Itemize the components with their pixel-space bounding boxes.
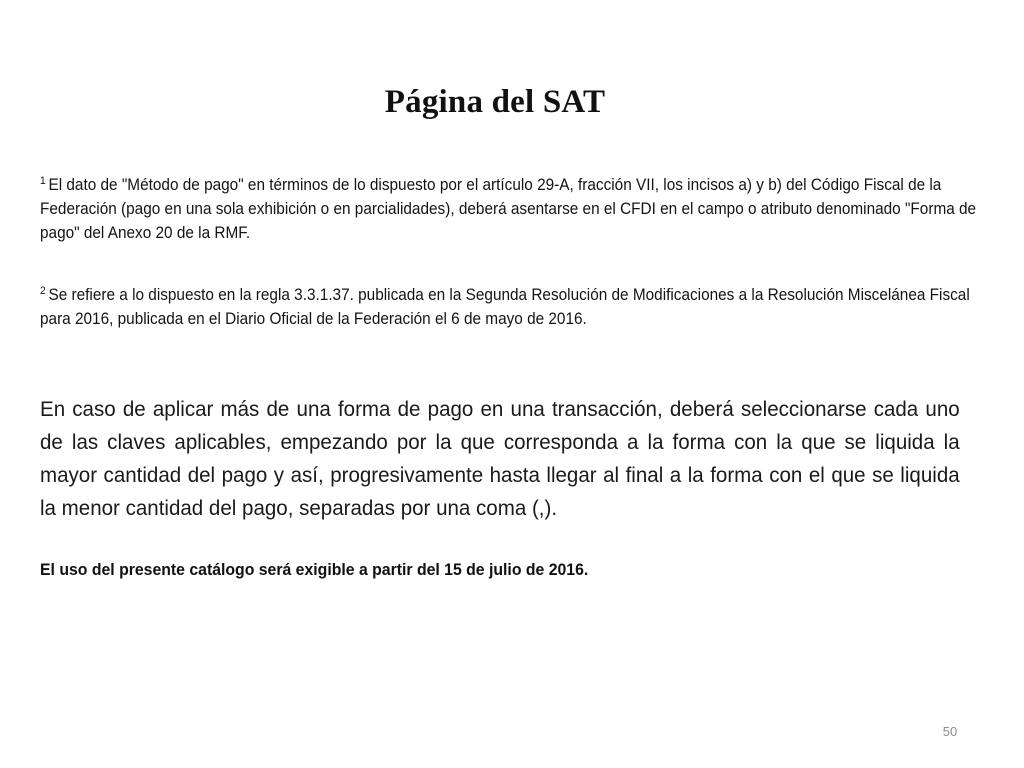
footnote-marker: 1 xyxy=(40,174,46,187)
page-title: Página del SAT xyxy=(384,84,606,120)
footnote-text: Se refiere a lo dispuesto en la regla 3.3.1.37. publicada en la Segunda Resolución de Modificaciones a la Resolución Miscelánea Fiscal para 2016, publicada en el Diario Oficial de la Federación el 6 de mayo de 2016. xyxy=(40,286,970,328)
footnote-marker: 2 xyxy=(40,284,46,297)
footnote-2 xyxy=(40,283,985,331)
body-paragraph: En caso de aplicar más de una forma de pago en una transacción, deberá seleccionarse cada uno de las claves aplicables, empezando por la que corresponda a la forma con la que se liquida la mayor cantidad del pago y así, progresivamente hasta llegar al final a la forma con el que se liquida la menor cantidad del pago, separadas por una coma (,). xyxy=(40,397,960,520)
footnote-1 xyxy=(40,173,985,245)
effective-date-notice: El uso del presente catálogo será exigible a partir del 15 de julio de 2016. xyxy=(40,560,589,579)
page-number: 50 xyxy=(942,724,958,739)
footnote-text: El dato de "Método de pago" en términos de lo dispuesto por el artículo 29-A, fracción VII, los incisos a) y b) del Código Fiscal de la Federación (pago en una sola exhibición o en parcialidades), deberá asentarse en el CFDI en el campo o atributo denominado "Forma de pago" del Anexo 20 de la RMF. xyxy=(40,176,977,242)
